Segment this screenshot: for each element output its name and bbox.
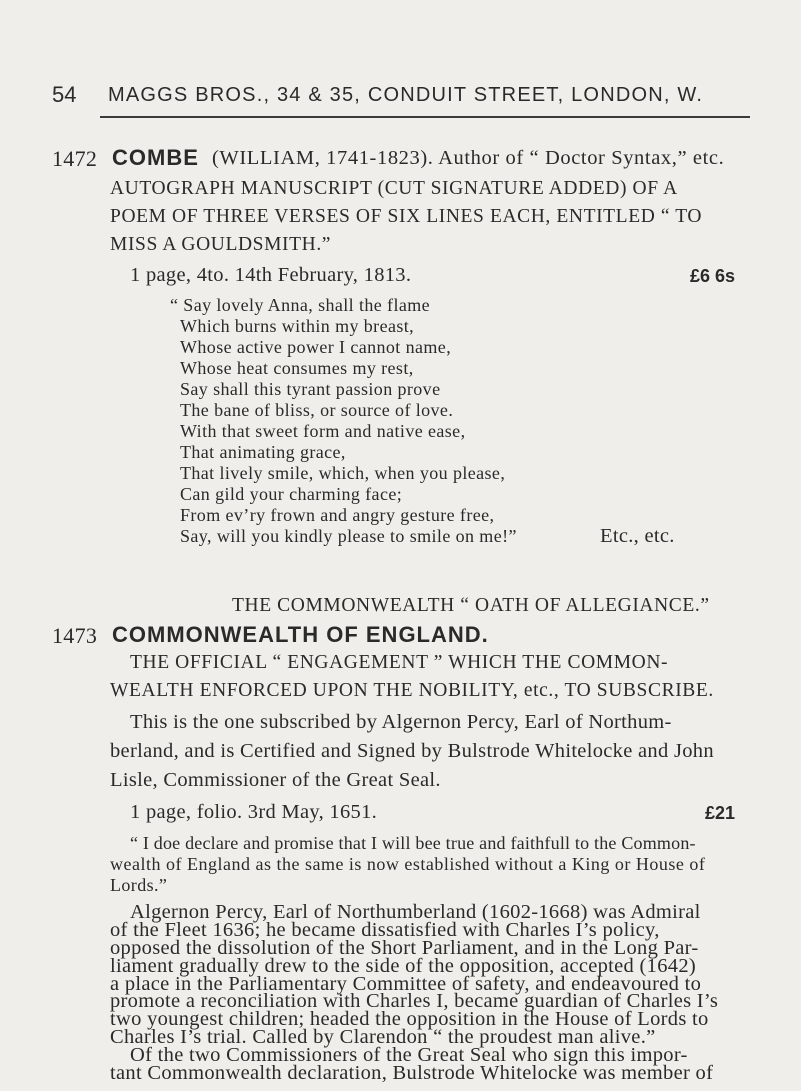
note-line: opposed the dissolution of the Short Parliament, and in the Long Par- bbox=[110, 936, 699, 959]
lot-price: £21 bbox=[705, 803, 736, 823]
lot-price: £6 6s bbox=[690, 266, 736, 286]
lot-description: berland, and is Certified and Signed by Bulstrode Whitelocke and John bbox=[110, 740, 714, 762]
poem-line: From ev’ry frown and angry gesture free, bbox=[180, 505, 495, 525]
quote-line: Lords.” bbox=[110, 875, 168, 895]
lot-title-line: MISS A GOULDSMITH.” bbox=[110, 234, 332, 255]
lot-title-line: POEM OF THREE VERSES OF SIX LINES EACH, ENTITLED “ TO bbox=[110, 206, 703, 227]
note-line: Algernon Percy, Earl of Northumberland (1602-1668) was Admiral bbox=[130, 901, 701, 923]
poem-line: Say shall this tyrant passion prove bbox=[180, 379, 441, 399]
poem-line: With that sweet form and native ease, bbox=[180, 421, 466, 441]
note-line: of the Fleet 1636; he became dissatisfied with Charles I’s policy, bbox=[110, 918, 660, 941]
lot-heading: COMMONWEALTH OF ENGLAND. bbox=[112, 622, 489, 647]
note-line: a place in the Parliamentary Committee of safety, and endeavoured to bbox=[110, 972, 702, 995]
lot-number: 1473 bbox=[52, 623, 98, 648]
lot-title-line: THE OFFICIAL “ ENGAGEMENT ” WHICH THE COMMON- bbox=[130, 652, 669, 673]
lot-subheading: (WILLIAM, 1741-1823). Author of “ Doctor Syntax,” etc. bbox=[212, 147, 725, 169]
lot-details: 1 page, folio. 3rd May, 1651. bbox=[130, 801, 378, 823]
poem-line: Can gild your charming face; bbox=[180, 484, 403, 504]
quote-line: “ I doe declare and promise that I will bee true and faithfull to the Common- bbox=[130, 833, 696, 853]
lot-number: 1472 bbox=[52, 146, 98, 171]
running-header bbox=[52, 82, 752, 116]
poem-line: Whose heat consumes my rest, bbox=[180, 358, 414, 378]
poem-line: Say, will you kindly please to smile on me!” bbox=[180, 526, 517, 546]
poem-line: Whose active power I cannot name, bbox=[180, 337, 452, 357]
running-title: MAGGS BROS., 34 & 35, CONDUIT STREET, LONDON, W. bbox=[108, 84, 704, 106]
page-number: 54 bbox=[52, 82, 77, 107]
poem-tail: Etc., etc. bbox=[600, 525, 675, 547]
poem-line: “ Say lovely Anna, shall the flame bbox=[170, 295, 431, 315]
lot-description: Lisle, Commissioner of the Great Seal. bbox=[110, 769, 441, 791]
note-line: Charles I’s trial. Called by Clarendon “ the proudest man alive.” bbox=[110, 1026, 656, 1049]
note-line: Of the two Commissioners of the Great Seal who sign this impor- bbox=[130, 1044, 688, 1067]
note-line: liament gradually drew to the side of the opposition, accepted (1642) bbox=[110, 954, 696, 977]
lot-title-line: WEALTH ENFORCED UPON THE NOBILITY, etc., TO SUBSCRIBE. bbox=[110, 680, 714, 701]
poem-line: The bane of bliss, or source of love. bbox=[180, 400, 454, 420]
note-line: two youngest children; headed the opposition in the House of Lords to bbox=[110, 1008, 709, 1031]
note-line: promote a reconciliation with Charles I, became guardian of Charles I’s bbox=[110, 990, 719, 1013]
lot-details: 1 page, 4to. 14th February, 1813. bbox=[130, 264, 412, 286]
section-heading: THE COMMONWEALTH “ OATH OF ALLEGIANCE.” bbox=[232, 595, 710, 616]
lot-description: This is the one subscribed by Algernon Percy, Earl of Northum- bbox=[130, 711, 672, 733]
poem-line: That animating grace, bbox=[180, 442, 346, 462]
poem-line: That lively smile, which, when you please, bbox=[180, 463, 506, 483]
lot-heading: COMBE bbox=[112, 145, 199, 170]
note-line: tant Commonwealth declaration, Bulstrode Whitelocke was member of bbox=[110, 1062, 714, 1084]
lot-title-line: AUTOGRAPH MANUSCRIPT (CUT SIGNATURE ADDED) OF A bbox=[110, 178, 678, 199]
quote-line: wealth of England as the same is now established without a King or House of bbox=[110, 854, 706, 874]
header-rule bbox=[100, 116, 750, 118]
poem-line: Which burns within my breast, bbox=[180, 316, 415, 336]
